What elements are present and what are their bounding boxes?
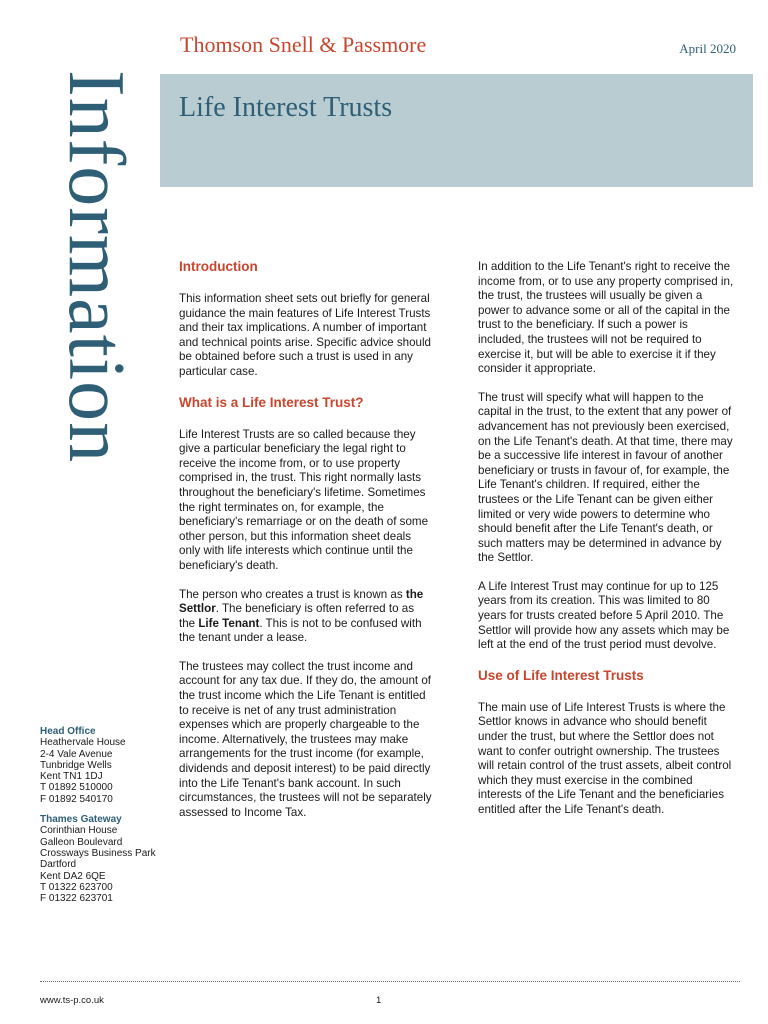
- head-office-label: Head Office: [40, 726, 96, 737]
- use-paragraph: The main use of Life Interest Trusts is where the Settlor knows in advance who should benefit under the trust, but where the Settlor does not want to confer outright ownership. The trustees will retain control of the trust assets, albeit control which they must exercise in the combined interests of the Life Tenant and the beneficiaries entitled after the Life Tenant's death.: [478, 700, 732, 816]
- page-number: 1: [376, 995, 382, 1006]
- address-line: Galleon Boulevard: [40, 836, 123, 848]
- phone-line: T 01322 623700: [40, 881, 113, 893]
- title-banner: [160, 74, 753, 187]
- thames-gateway-label: Thames Gateway: [40, 814, 122, 826]
- heading-use-of: Use of Life Interest Trusts: [478, 667, 644, 683]
- office-addresses: [40, 726, 170, 913]
- thames-gateway-office: [40, 814, 170, 904]
- heading-introduction: Introduction: [179, 259, 258, 274]
- heading-what-is: What is a Life Interest Trust?: [179, 394, 364, 410]
- address-line: Corinthian House: [40, 825, 118, 837]
- document-title: Life Interest Trusts: [179, 92, 393, 123]
- right-paragraph-1: In addition to the Life Tenant's right to receive the income from, or to use any property comprised in, the trust, the trustees will usually be given a power to advance some or all of the capital in the trust to the beneficiary. If such a power is included, the trustees will not be required to exercise it, but will be able to exercise it if they consider it appropriate.: [478, 260, 734, 376]
- side-title: Information: [52, 70, 140, 464]
- term-settlor: the Settlor: [179, 587, 424, 616]
- text-run: The person who creates a trust is known as: [179, 587, 406, 601]
- address-line: 2-4 Vale Avenue: [40, 748, 113, 760]
- what-paragraph-1: Life Interest Trusts are so called because they give a particular beneficiary the legal right to receive the income from, or to use property comprised in, the trust. This right normally lasts throughout the beneficiary's lifetime. Sometimes the right terminates on, for example, the beneficiary's remarriage or on the death of some other person, but this information sheet deals only with life interests which continue until the beneficiary's death.: [179, 427, 429, 572]
- fax-line: F 01892 540170: [40, 793, 113, 805]
- right-column: [478, 260, 736, 832]
- head-office: [40, 726, 170, 805]
- text-run: . The beneficiary is often referred to as the: [179, 602, 414, 630]
- firm-logo: Thomson Snell & Passmore: [180, 32, 427, 57]
- footer-divider: [40, 981, 740, 982]
- address-line: Kent DA2 6QE: [40, 870, 106, 882]
- what-paragraph-3: The trustees may collect the trust income and account for any tax due. If they do, the amount of the trust income which the Life Tenant is entitled to receive is net of any trust administration expenses which are properly chargeable to the income. Alternatively, the trustees may make arrangements for the trust income (for example, dividends and deposit interest) to be paid directly into the Life Tenant's bank account. In such circumstances, the trustees will not be separately assessed to Income Tax.: [179, 659, 432, 819]
- phone-line: T 01892 510000: [40, 782, 113, 794]
- document-date: April 2020: [679, 41, 736, 56]
- address-line: Dartford: [40, 859, 77, 871]
- text-run: . This is not to be confused with the tenant under a lease.: [179, 616, 422, 645]
- address-line: Tunbridge Wells: [40, 759, 112, 771]
- right-paragraph-2: The trust will specify what will happen to the capital in the trust, to the extent that any power of advancement has not previously been exercised, on the Life Tenant's death. At that time, there may be a successive life interest in favour of another beneficiary or trusts in favour of, for example, the Life Tenant's children. If required, either the trustees or the Life Tenant can be given either limited or very wide powers to determine who should benefit after the Life Tenant's death, or such matters may be determined in advance by the Settlor.: [478, 390, 733, 565]
- address-line: Kent TN1 1DJ: [40, 771, 103, 783]
- address-line: Heathervale House: [40, 737, 126, 749]
- left-column: [179, 258, 432, 834]
- intro-paragraph: This information sheet sets out briefly for general guidance the main features of Life Interest Trusts and their tax implications. A number of important and technical points arise. Specific advice should be obtained before such a trust is used in any particular case.: [179, 292, 431, 378]
- what-paragraph-2: [179, 588, 432, 646]
- address-line: Crossways Business Park: [40, 847, 156, 859]
- fax-line: F 01322 623701: [40, 893, 113, 905]
- right-paragraph-3: A Life Interest Trust may continue for up to 125 years from its creation. This was limited to 80 years for trusts created before 5 April 2010. The Settlor will provide how any assets which may be left at the end of the trust period must devolve.: [478, 579, 730, 652]
- term-life-tenant: Life Tenant: [198, 616, 260, 630]
- footer-website-link[interactable]: www.ts-p.co.uk: [40, 995, 104, 1006]
